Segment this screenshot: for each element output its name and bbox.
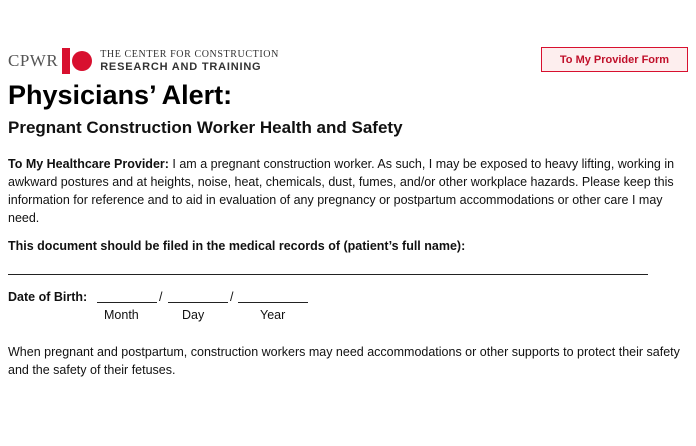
dob-month-blank[interactable] [97,302,157,303]
intro-label: To My Healthcare Provider: [8,157,169,171]
intro-paragraph [8,155,688,227]
logo-wordmark: CPWR [8,51,59,70]
dob-slash-1: / [159,290,163,304]
dob-month-caption: Month [104,308,139,322]
dob-day-blank[interactable] [168,302,228,303]
org-name [100,50,279,73]
page-title: Physicians’ Alert: [8,80,233,110]
intro-text: I am a pregnant construction worker. As such, I may be exposed to heavy lifting, working in awkward postures and at heights, noise, heat, chemicals, dust, fumes, and/or other workplace hazards. Please keep this information for reference and to aid in evaluation of any pregnancy or postpartum accommodations or other care I may need. [8,157,675,225]
dob-label: Date of Birth: [8,290,88,304]
org-name-line1: THE CENTER FOR CONSTRUCTION [100,48,279,60]
closing-paragraph: When pregnant and postpartum, construction workers may need accommodations or other supports to protect their safety and the safety of their fetuses. [8,345,680,377]
dob-slash-2: / [230,290,234,304]
dob-year-caption: Year [260,308,286,322]
patient-name-line[interactable] [8,274,648,275]
page-subtitle: Pregnant Construction Worker Health and Safety [8,118,403,137]
records-label: This document should be filed in the medical records of (patient’s full name): [8,239,466,253]
provider-form-badge: To My Provider Form [541,47,688,72]
org-name-line2: RESEARCH AND TRAINING [100,60,262,73]
cpwr-logo [8,46,279,76]
dob-year-blank[interactable] [238,302,308,303]
document-header [8,44,688,78]
dob-day-caption: Day [182,308,205,322]
logo-mark-icon [62,46,94,76]
